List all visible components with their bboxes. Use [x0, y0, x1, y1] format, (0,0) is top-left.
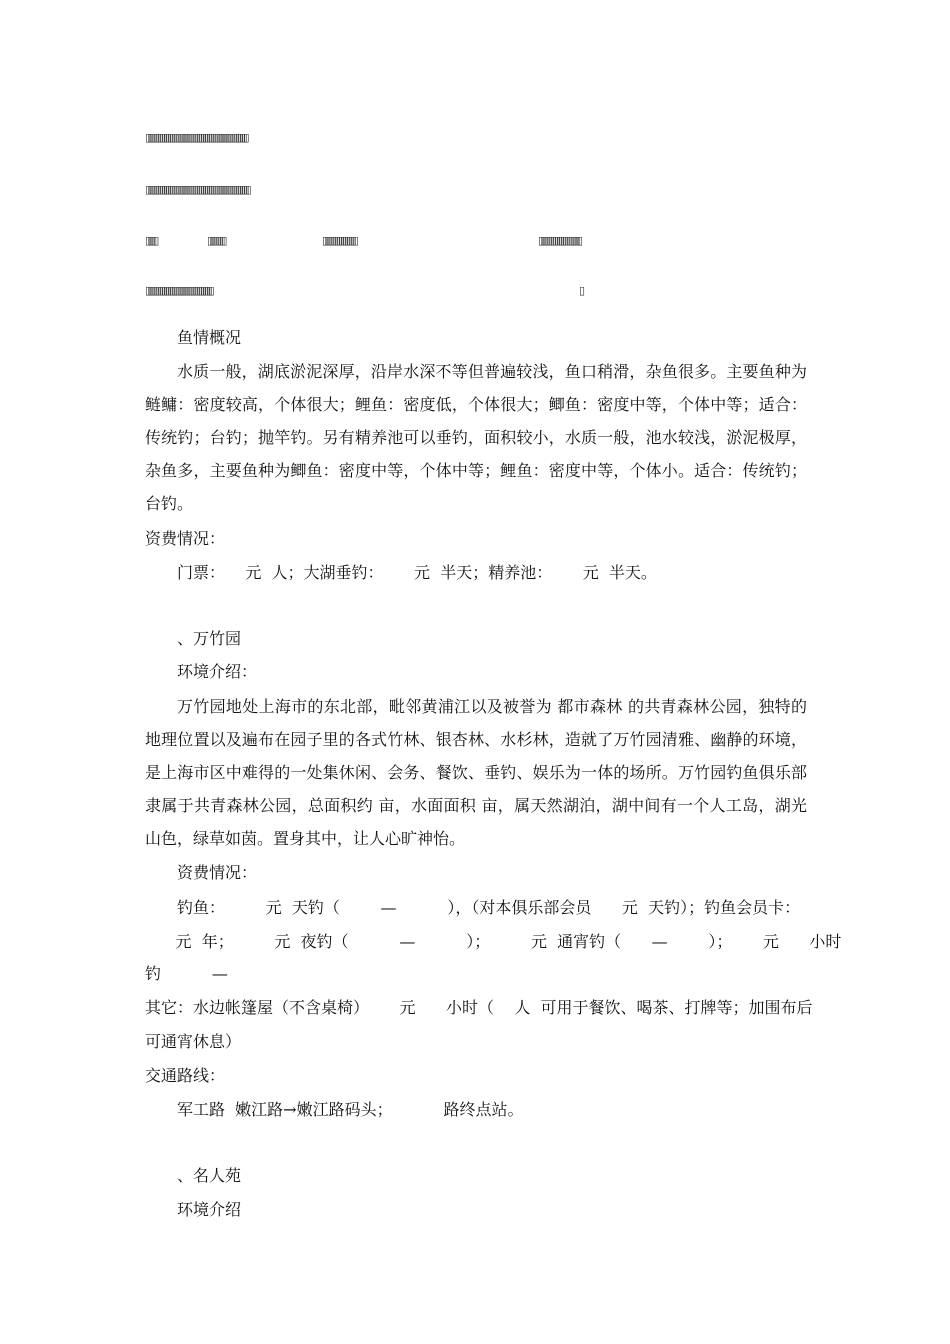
env-description-2-text: 万竹园地处上海市的东北部，毗邻黄浦江以及被誉为 都市森林 的共青森林公园，独特的地理位置以及遍布在园子里的各式竹林、银杏林、水杉林，造就了万竹园清雅、幽静的环境，是上海市区中难得的一处集休闲、会务、餐饮、垂钓、娱乐为一体的场所。万竹园钓鱼俱乐部 隶属于共青森林公园，总面积约 亩，水面面积 亩，属天然湖泊，湖中间有一个人工岛，湖光山色，绿草如茵。置身其中，让人心旷神怡。	[145, 697, 807, 848]
section-title-mingrenyuan: 、名人苑	[177, 1166, 242, 1185]
fish-description	[145, 355, 807, 520]
garbled-line-3c: ▯▯▯▯▯▯▯▯▯▯▯▯▯▯▯▯	[322, 234, 355, 247]
section-heading-fish: 鱼情概况	[177, 328, 242, 347]
fish-description-text: 水质一般，湖底淤泥深厚，沿岸水深不等但普遍较浅，鱼口稍滑，杂鱼很多。主要鱼种为鲢鳙：密度较高，个体很大；鲤鱼：密度低，个体很大；鲫鱼：密度中等，个体中等；适合：传统钓；台钓；抛竿钓。另有精养池可以垂钓，面积较小，水质一般，池水较浅，淤泥极厚，杂鱼多，主要鱼种为鲫鱼：密度中等，个体中等；鲤鱼：密度中等，个体小。适合：传统钓；台钓。	[145, 362, 807, 513]
fee-heading-2: 资费情况：	[177, 863, 258, 882]
other-line-1: 其它：水边帐篷屋（不含桌椅） 元 小时（ 人 可用于餐饮、喝茶、打牌等；加围布后	[145, 998, 813, 1017]
garbled-line-2: ▯▯▯▯▯▯▯▯▯▯▯▯▯▯▯▯▯▯▯▯▯▯▯▯▯▯▯▯▯▯▯▯▯▯▯▯▯▯▯▯▯▯▯▯▯▯▯▯▯▯	[145, 183, 248, 196]
fee-line-1: 门票： 元 人；大湖垂钓： 元 半天；精养池： 元 半天。	[177, 563, 657, 582]
garbled-line-3a: ▯▯▯▯▯	[145, 234, 156, 247]
traffic-heading: 交通路线：	[145, 1066, 226, 1085]
env-description-2	[145, 690, 807, 855]
garbled-line-3b: ▯▯▯▯▯▯▯▯	[207, 234, 224, 247]
fee-line-2a: 钓鱼： 元 天钓（ — ），（对本俱乐部会员 元 天钓）；钓鱼会员卡：	[177, 898, 801, 917]
traffic-line: 军工路 嫩江路→嫩江路码头； 路终点站。	[177, 1100, 524, 1119]
env-heading-2: 环境介绍：	[177, 662, 258, 681]
garbled-line-3d: ▯▯▯▯▯▯▯▯▯▯▯▯▯▯▯▯▯▯▯▯	[538, 234, 580, 247]
fee-line-2c: 钓 —	[145, 964, 228, 983]
fee-line-2b: 元 年； 元 夜钓（ — ）； 元 通宵钓（ — ）； 元 小时	[145, 932, 842, 951]
garbled-line-4a: ▯▯▯▯▯▯▯▯▯▯▯▯▯▯▯▯▯▯▯▯▯▯▯▯▯▯▯▯▯▯▯▯	[145, 284, 211, 297]
fee-heading-1: 资费情况：	[145, 529, 226, 548]
garbled-line-1: ▯▯▯▯▯▯▯▯▯▯▯▯▯▯▯▯▯▯▯▯▯▯▯▯▯▯▯▯▯▯▯▯▯▯▯▯▯▯▯▯▯▯▯▯▯▯▯▯▯	[145, 131, 246, 144]
garbled-line-4b: ▯	[579, 284, 586, 297]
section-title-wanzhuyuan: 、万竹园	[177, 629, 242, 648]
env-heading-3: 环境介绍	[177, 1200, 242, 1219]
other-line-2: 可通宵休息）	[145, 1032, 242, 1051]
